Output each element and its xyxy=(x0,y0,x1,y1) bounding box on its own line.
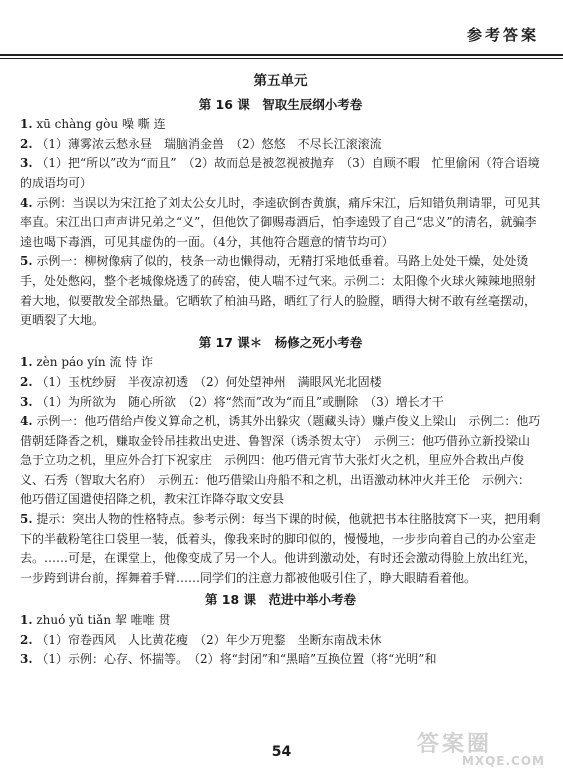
lesson-title: 第 18 课 范进中举小考卷 xyxy=(204,592,357,608)
answer-item xyxy=(20,631,541,651)
item-number: 1. xyxy=(20,613,33,628)
answer-item xyxy=(20,510,541,588)
item-number: 2. xyxy=(20,136,33,151)
answer-item xyxy=(20,115,541,135)
item-number: 1. xyxy=(20,117,33,132)
item-number: 5. xyxy=(20,254,33,269)
item-text: （1）为所欲为 随心所欲 （2）将“然而”改为“而且”或删除 （3）增长才干 xyxy=(36,394,444,409)
item-number: 3. xyxy=(20,156,33,171)
lesson-title: 第 17 课＊ 杨修之死小考卷 xyxy=(198,334,363,350)
item-text: （1）薄雾浓云愁永昼 瑞脑消金兽 （2）悠悠 不尽长江滚滚流 xyxy=(36,136,382,151)
item-number: 2. xyxy=(20,632,33,647)
answer-item xyxy=(20,611,541,631)
answer-item xyxy=(20,252,541,330)
item-text: （1）玉枕纱厨 半夜凉初透 （2）何处望神州 满眼风光北固楼 xyxy=(36,374,382,389)
item-number: 5. xyxy=(20,512,33,527)
header-title: 参考答案 xyxy=(466,26,539,44)
item-number: 1. xyxy=(20,355,33,370)
item-text: zèn páo yín 流 恃 诈 xyxy=(36,355,153,370)
answer-item xyxy=(20,135,541,155)
watermark-text: 答案圈 xyxy=(417,732,493,757)
answer-item xyxy=(20,194,541,253)
item-text: 示例一：他巧借给卢俊义算命之机，诱其外出躲灾（题藏头诗）赚卢俊义上梁山 示例二：他巧借朝廷降香之机，赚取金铃吊挂救出史进、鲁智深（诱杀贺太守） 示例三：他巧借孙立新投梁山急于立功之机，里应外合打下祝家庄 示例四：他巧借元宵节大张灯火之机，里应外合救出卢俊义、石秀（智取大名府） 示例五：他巧借梁山舟船不和之机，出语激动林冲火并王伦 示例六：他巧借辽国遣使招降之机，教宋江诈降夺取文安县 xyxy=(20,414,541,507)
lesson-title: 第 16 课 智取生辰纲小考卷 xyxy=(198,96,363,112)
item-text: （1）把“所以”改为“而且” （2）故而总是被忽视被抛弃 （3）自顾不暇 忙里偷闲（符合语境的成语均可） xyxy=(20,156,540,190)
header-rule-thick xyxy=(0,54,563,56)
answer-item xyxy=(20,154,541,193)
item-text: 示例：当误以为宋江抢了刘太公女儿时，李逵砍倒杏黄旗，痛斥宋江，后知错负荆请罪，可见其率直。宋江出口声声讲兄弟之“义”，但他饮了御赐毒酒后，怕李逵毁了自己“忠义”的清名，就骗李逵也喝下毒酒，可见其虚伪的一面。（4分，其他符合题意的情节均可） xyxy=(20,195,541,249)
answer-item xyxy=(20,353,541,373)
watermark-url: MXQE.COM xyxy=(461,754,545,768)
unit-title: 第五单元 xyxy=(253,73,308,89)
item-number: 3. xyxy=(20,652,33,667)
answer-item xyxy=(20,412,541,510)
item-number: 4. xyxy=(20,414,33,429)
answer-item xyxy=(20,373,541,393)
header xyxy=(467,24,539,48)
item-text: zhuó yǔ tiǎn 挈 唯唯 贯 xyxy=(36,613,171,628)
answer-item xyxy=(20,393,541,413)
item-number: 3. xyxy=(20,394,33,409)
watermark-logo xyxy=(417,727,545,771)
page-number: 54 xyxy=(271,744,292,760)
item-text: （1）帘卷西风 人比黄花瘦 （2）年少万兜鍪 坐断东南战未休 xyxy=(36,632,382,647)
item-text: （1）示例：心存、怀揣等。 （2）将“封闭”和“黑暗”互换位置（将“光明”和 xyxy=(36,652,437,667)
item-text: 示例一：柳树像病了似的，枝条一动也懒得动，无精打采地低垂着。马路上处处干燥，处处烫手，处处憋闷，整个老城像烧透了的砖窑，使人喘不过气来。示例二：太阳像个火球火辣辣地照射着大地，似要散发全部热量。它晒软了柏油马路，晒红了行人的脸膛，晒得大树不敢有丝毫摆动，更晒裂了大地。 xyxy=(20,254,537,328)
item-text: xū chàng gòu 噪 嘶 连 xyxy=(36,117,166,132)
item-number: 4. xyxy=(20,195,33,210)
item-number: 2. xyxy=(20,374,33,389)
answer-content xyxy=(20,72,541,670)
header-rule-thin xyxy=(0,58,563,59)
answer-item xyxy=(20,650,541,670)
item-text: 提示：突出人物的性格特点。参考示例：每当下课的时候，他就把书本往胳肢窝下一夹，把用剩下的半截粉笔往口袋里一装，低着头，像我来时的脚印似的，慢慢地，一步步向着自己的办公室走去。……可是，在课堂上，他像变成了另一个人。他讲到激动处，有时还会激动得脸上放出红光，一步跨到讲台前，挥舞着手臂……同学们的注意力都被他吸引住了，睁大眼睛看着他。 xyxy=(20,512,541,585)
